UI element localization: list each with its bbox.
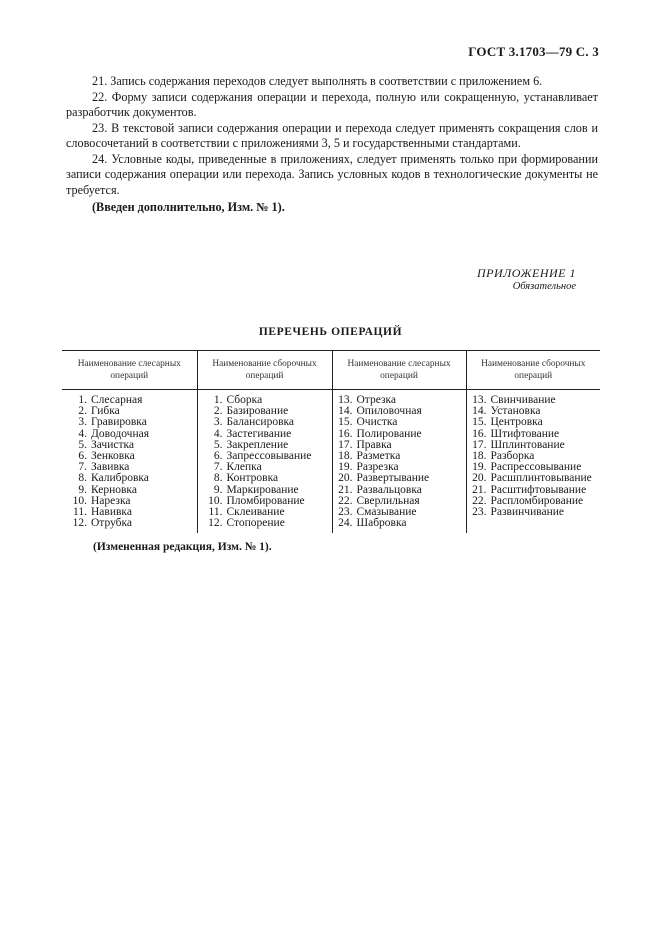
operation-name: Распрессовывание (490, 461, 582, 474)
item-number: 9. (78, 483, 87, 496)
item-number: 10. (208, 494, 223, 507)
body-text (66, 74, 598, 216)
operation-name: Распломбирование (490, 494, 584, 507)
operation-name: Склеивание (226, 506, 285, 519)
list-item (472, 507, 601, 518)
list-item (203, 518, 332, 529)
operations-list-title: ПЕРЕЧЕНЬ ОПЕРАЦИЙ (258, 326, 403, 338)
item-number: 5. (78, 438, 87, 451)
operation-name: Полирование (356, 427, 422, 440)
list-item (67, 518, 197, 529)
item-number: 7. (213, 461, 223, 474)
operation-name: Развальцовка (356, 483, 422, 496)
operation-name: Штифтование (490, 427, 560, 440)
item-number: 2. (213, 405, 223, 418)
item-number: 17. (338, 438, 353, 451)
item-number: 21. (338, 483, 353, 496)
appendix-title: ПРИЛОЖЕНИЕ 1 (477, 266, 576, 280)
item-number: 16. (338, 427, 353, 440)
operation-name: Нарезка (91, 494, 131, 507)
item-number: 14. (472, 405, 487, 418)
operation-name: Расштифтовывание (490, 483, 587, 496)
item-number: 14. (338, 405, 353, 418)
operation-name: Базирование (226, 405, 289, 418)
operation-name: Разметка (356, 450, 401, 463)
item-number: 3. (213, 416, 223, 429)
item-number: 4. (78, 427, 87, 440)
item-number: 2. (78, 405, 87, 418)
item-number: 18. (472, 450, 487, 463)
header-locksmith-ops-2: Наименование слесарных операций (332, 351, 466, 390)
operation-name: Сборка (226, 394, 263, 406)
item-number: 6. (213, 450, 223, 463)
operation-name: Свинчивание (490, 394, 556, 406)
item-number: 8. (213, 472, 223, 485)
appendix-label (450, 266, 576, 293)
item-number: 19. (338, 461, 353, 474)
item-number: 11. (208, 506, 223, 519)
item-number: 8. (78, 472, 87, 485)
operation-name: Правка (356, 438, 392, 451)
operation-name: Зенковка (91, 450, 135, 463)
item-number: 13. (338, 394, 353, 406)
operation-name: Калибровка (91, 472, 149, 485)
item-number: 24. (338, 517, 353, 530)
operation-name: Слесарная (91, 394, 143, 406)
paragraph-21: 21. Запись содержания переходов следует выполнять в соответствии с приложением 6. (92, 74, 543, 88)
operation-name: Расшплинтовывание (490, 472, 592, 485)
operation-name: Отрубка (91, 517, 133, 530)
operation-name: Гибка (91, 405, 120, 418)
item-number: 17. (472, 438, 487, 451)
operation-name: Навивка (91, 506, 132, 519)
header-locksmith-ops-1: Наименование слесарных операций (62, 351, 197, 390)
operation-name: Очистка (356, 416, 398, 429)
item-number: 18. (338, 450, 353, 463)
item-number: 1. (213, 394, 223, 406)
operation-name: Застегивание (226, 427, 292, 440)
operation-name: Пломбирование (226, 494, 305, 507)
item-number: 10. (72, 494, 87, 507)
operation-name: Закрепление (226, 438, 289, 451)
operation-name: Балансировка (226, 416, 295, 429)
column-locksmith-1 (62, 390, 197, 534)
operation-name: Гравировка (91, 416, 147, 429)
operation-name: Доводочная (91, 427, 149, 440)
item-number: 16. (472, 427, 487, 440)
item-number: 21. (472, 483, 487, 496)
operation-name: Смазывание (356, 506, 417, 519)
paragraph-22: 22. Форму записи содержания операции и перехода, полную или сокращенную, устанавливает разработчик документов. (66, 89, 598, 119)
item-number: 22. (472, 494, 487, 507)
appendix-status: Обязательное (512, 281, 576, 292)
item-number: 13. (472, 394, 487, 406)
operations-table (62, 350, 600, 533)
item-number: 12. (72, 517, 87, 530)
operation-name: Клепка (226, 461, 262, 474)
column-assembly-1 (197, 390, 332, 534)
operation-name: Шабровка (356, 517, 407, 530)
item-number: 15. (472, 416, 487, 429)
operation-name: Зачистка (91, 438, 134, 451)
operation-name: Маркирование (226, 483, 299, 496)
table-body-row (62, 390, 600, 534)
item-number: 4. (213, 427, 223, 440)
operation-name: Шплинтование (490, 438, 565, 451)
item-number: 15. (338, 416, 353, 429)
operation-name: Запрессовывание (226, 450, 312, 463)
column-locksmith-2 (332, 390, 466, 534)
item-number: 20. (472, 472, 487, 485)
operation-name: Развинчивание (490, 506, 565, 519)
list-item (338, 518, 466, 529)
item-number: 3. (78, 416, 87, 429)
item-number: 7. (78, 461, 87, 474)
item-number: 23. (472, 506, 487, 519)
operation-name: Развертывание (356, 472, 430, 485)
paragraph-24: 24. Условные коды, приведенные в приложениях, следует применять только при формировании записи содержания операции или перехода. Запись условных кодов в технологические документы не требуется. (66, 151, 598, 197)
operation-name: Опиловочная (356, 405, 422, 418)
item-number: 1. (78, 394, 87, 406)
operation-name: Керновка (91, 483, 137, 496)
operation-name: Сверлильная (356, 494, 420, 507)
paragraph-23: 23. В текстовой записи содержания операции и перехода следует применять сокращения слов и словосочетаний в соответствии с приложениями 3, 5 и государственными стандартами. (66, 120, 598, 150)
item-number: 5. (213, 438, 223, 451)
operation-name: Завивка (91, 461, 130, 474)
header-assembly-ops-1: Наименование сборочных операций (197, 351, 332, 390)
operation-name: Разрезка (356, 461, 399, 474)
table-header-row (62, 351, 600, 390)
item-number: 23. (338, 506, 353, 519)
changed-edition-note: (Измененная редакция, Изм. № 1). (93, 541, 272, 553)
item-number: 9. (213, 483, 223, 496)
item-number: 6. (78, 450, 87, 463)
operation-name: Стопорение (226, 517, 285, 530)
item-number: 19. (472, 461, 487, 474)
page-header: ГОСТ 3.1703—79 С. 3 (468, 44, 599, 59)
column-assembly-2 (466, 390, 600, 534)
operation-name: Отрезка (356, 394, 397, 406)
item-number: 12. (208, 517, 223, 530)
item-number: 11. (73, 506, 87, 519)
introduced-note: (Введен дополнительно, Изм. № 1). (92, 200, 285, 214)
operation-name: Разборка (490, 450, 535, 463)
operation-name: Центровка (490, 416, 543, 429)
operation-name: Установка (490, 405, 541, 418)
item-number: 20. (338, 472, 353, 485)
operation-name: Контровка (226, 472, 279, 485)
item-number: 22. (338, 494, 353, 507)
header-assembly-ops-2: Наименование сборочных операций (466, 351, 600, 390)
